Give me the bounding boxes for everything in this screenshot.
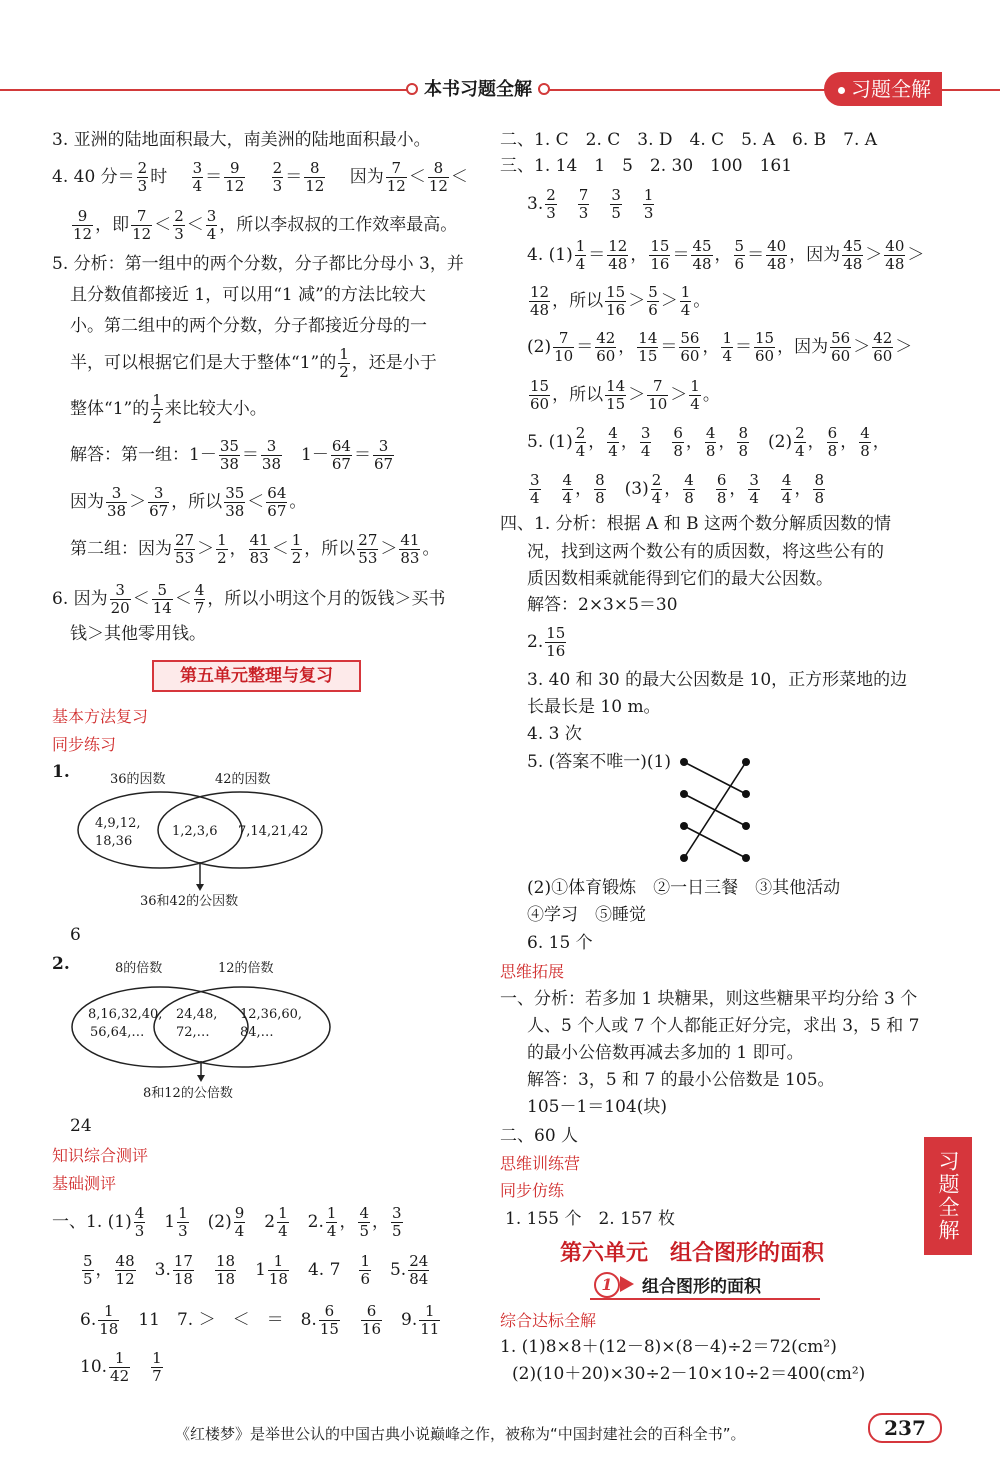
fraction: $\frac{45}{48}$ <box>843 237 863 273</box>
section-sync-imitation: 同步仿练 <box>500 1181 565 1200</box>
text: 整体“1”的 <box>70 399 150 419</box>
fraction: $\frac{3}{4}$ <box>192 159 203 195</box>
fraction: $\frac{40}{48}$ <box>767 237 787 273</box>
text: (2) <box>207 1212 232 1232</box>
text: ，因为 <box>777 337 829 357</box>
answer-iv-1-line4: 解答：2×3×5＝30 <box>527 595 678 615</box>
fraction: $\frac{4}{5}$ <box>359 1204 369 1240</box>
venn2-right-values-2: 84,… <box>240 1025 274 1040</box>
fraction: $\frac{35}{38}$ <box>225 484 245 520</box>
text: ，所以李叔叔的工作效率最高。 <box>219 215 458 235</box>
fraction: $\frac{7}{12}$ <box>132 207 152 243</box>
answer-4-line1: 4. 40 分＝ $\frac{2}{3}$ 时 $\frac{3}{4}$ ＝ $\frac{9}{12}$ $\frac{2}{3}$ ＝ $\frac{8}{12}$ 因为 $\frac{7}{12}$ ＜ $\frac{8}{12}$ ＜ <box>52 159 468 195</box>
fraction: $\frac{3}{5}$ <box>391 1204 402 1240</box>
fraction: $\frac{2}{4}$ <box>795 424 805 460</box>
answer-5-solution3: 第二组：因为 $\frac{27}{53}$ ＞ $\frac{1}{2}$ ， $\frac{41}{83}$ ＜ $\frac{1}{2}$ ，所以 $\frac{27}{53}$ ＞ $\frac{41}{83}$ 。 <box>70 531 440 567</box>
fraction: $\frac{4}{8}$ <box>684 471 694 507</box>
fraction: $\frac{15}{16}$ <box>606 283 626 319</box>
fraction: $\frac{1}{2}$ <box>339 345 349 381</box>
test-line4 <box>80 1350 165 1385</box>
fraction: $\frac{1}{7}$ <box>152 1349 162 1385</box>
match-line <box>684 762 746 794</box>
fraction: $\frac{3}{4}$ <box>530 471 540 507</box>
fraction: $\frac{1}{4}$ <box>690 377 700 413</box>
venn1-common-values: 1,2,3,6 <box>172 824 218 839</box>
text: (2) <box>527 337 552 357</box>
answer-iv-6: 6. 15 个 <box>527 933 593 953</box>
text: ，所以小明这个月的饭钱＞买书 <box>207 589 446 609</box>
answer-5-solution1: 解答：第一组：1－ $\frac{35}{38}$ ＝ $\frac{3}{38}$ 1－ $\frac{64}{67}$ ＝ $\frac{3}{67}$ <box>70 437 394 473</box>
text: 2. <box>527 632 544 652</box>
text: 4. 7 <box>307 1260 341 1280</box>
area-answer-1: 1. (1)8×8＋(12－8)×(8－4)÷2＝72(cm²) <box>500 1337 837 1357</box>
fraction: $\frac{1}{11}$ <box>420 1302 440 1338</box>
answer-iii-4-line1: 4. (1) $\frac{1}{4}$ ＝ $\frac{12}{48}$ ， $\frac{15}{16}$ ＝ $\frac{45}{48}$ ， $\frac{5}{6}$ ＝ $\frac{40}{48}$ ，因为 $\frac{45}{48}$ ＞ $\frac{40}{48}$ ＞ <box>527 237 925 273</box>
text: 10. <box>80 1357 108 1377</box>
fraction: $\frac{6}{15}$ <box>319 1302 339 1338</box>
extension-line5: 105－1＝104(块) <box>527 1097 667 1117</box>
fraction: $\frac{8}{12}$ <box>428 159 448 195</box>
test-line2: $\frac{5}{5}$ ， $\frac{48}{12}$ 3. $\frac{17}{18}$ $\frac{18}{18}$ 1 $\frac{1}{18}$ 4. 7 $\frac{1}{6}$ 5. $\frac{24}{84}$ <box>83 1252 429 1288</box>
venn1-caption: 36和42的公因数 <box>140 894 239 909</box>
text: 5. (1) <box>527 432 573 452</box>
text: ，因为 <box>789 245 841 265</box>
venn1-number: 1. <box>52 762 70 782</box>
text: 半，可以根据它们是大于整体“1”的 <box>70 353 337 373</box>
fraction: $\frac{1}{6}$ <box>360 1252 370 1288</box>
area-answer-2: (2)(10＋20)×30÷2－10×10÷2＝400(cm²) <box>512 1364 866 1384</box>
answer-iv-1-line2: 况，找到这两个数公有的质因数，将这些公有的 <box>527 542 884 562</box>
text: 6. 因为 <box>52 589 108 609</box>
fraction: $\frac{17}{18}$ <box>173 1252 193 1288</box>
fraction: $\frac{27}{53}$ <box>358 531 378 567</box>
fraction: $\frac{1}{4}$ <box>326 1204 337 1240</box>
venn2-answer: 24 <box>70 1116 92 1136</box>
header-tag <box>824 72 942 106</box>
venn2-common-values-1: 24,48, <box>176 1007 218 1022</box>
text: 6. <box>80 1310 97 1330</box>
match-line <box>684 762 746 858</box>
text: 7. ＞ ＜ ＝ <box>176 1310 284 1330</box>
fraction: $\frac{24}{84}$ <box>409 1252 429 1288</box>
text: ，所以 <box>552 385 604 405</box>
fraction: $\frac{35}{38}$ <box>219 437 239 473</box>
lesson-banner <box>590 1272 820 1300</box>
fraction: $\frac{4}{4}$ <box>781 471 792 507</box>
fraction: $\frac{3}{20}$ <box>110 581 130 617</box>
venn1-left-values-2: 18,36 <box>95 834 133 849</box>
match-line <box>684 826 746 858</box>
text: 8. <box>300 1310 317 1330</box>
fraction: $\frac{1}{4}$ <box>278 1204 288 1240</box>
text: 一、1. (1) <box>52 1212 132 1232</box>
text: 因为 <box>349 167 384 187</box>
fraction: $\frac{12}{48}$ <box>608 237 628 273</box>
answer-iii-4-line2: $\frac{12}{48}$ ，所以 $\frac{15}{16}$ ＞ $\frac{5}{6}$ ＞ $\frac{1}{4}$ 。 <box>530 283 711 319</box>
fraction: $\frac{6}{8}$ <box>827 424 838 460</box>
fraction: $\frac{1}{18}$ <box>268 1252 288 1288</box>
extension-line4: 解答：3，5 和 7 的最小公倍数是 105。 <box>527 1070 835 1090</box>
fraction: $\frac{1}{2}$ <box>217 531 227 567</box>
fraction: $\frac{4}{4}$ <box>562 471 573 507</box>
fraction: $\frac{41}{83}$ <box>400 531 420 567</box>
fraction: $\frac{6}{8}$ <box>716 471 727 507</box>
fraction: $\frac{9}{12}$ <box>73 207 93 243</box>
lesson-title: 组合图形的面积 <box>642 1277 761 1297</box>
header-tag-label: 习题全解 <box>851 77 931 101</box>
venn1-left-title: 36的因数 <box>110 772 166 787</box>
fraction: $\frac{14}{15}$ <box>638 329 658 365</box>
fraction: $\frac{3}{4}$ <box>749 471 759 507</box>
extension-ii: 二、60 人 <box>500 1126 579 1146</box>
answer-5-line5 <box>70 392 267 427</box>
fraction: $\frac{9}{12}$ <box>225 159 245 195</box>
camp-answers: 1. 155 个 2. 157 枚 <box>505 1209 675 1229</box>
text: 解答：第一组：1－ <box>70 445 217 465</box>
fraction: $\frac{27}{53}$ <box>175 531 195 567</box>
section-thinking-camp: 思维训练营 <box>500 1154 581 1173</box>
text: 1 <box>164 1212 176 1232</box>
answer-6-line1: 6. 因为 $\frac{3}{20}$ ＜ $\frac{5}{14}$ ＜ $\frac{4}{7}$ ，所以小明这个月的饭钱＞买书 <box>52 581 446 617</box>
venn2-caption: 8和12的公倍数 <box>143 1086 233 1101</box>
venn1-right-title: 42的因数 <box>215 772 271 787</box>
text: (3) <box>624 479 649 499</box>
answer-5-line2: 且分数值都接近 1，可以用“1 减”的方法比较大 <box>70 285 426 305</box>
fraction: $\frac{15}{16}$ <box>650 237 670 273</box>
fraction: $\frac{15}{16}$ <box>546 624 566 660</box>
text: 时 <box>150 167 168 187</box>
fraction: $\frac{7}{3}$ <box>578 186 589 222</box>
fraction: $\frac{40}{48}$ <box>885 237 905 273</box>
fraction: $\frac{45}{48}$ <box>692 237 712 273</box>
page-number: 237 <box>868 1413 942 1443</box>
answer-iv-3-line1: 3. 40 和 30 的最大公因数是 10，正方形菜地的边 <box>527 670 908 690</box>
answer-iii-4-line3: (2) $\frac{7}{10}$ ＝ $\frac{42}{60}$ ， $\frac{14}{15}$ ＝ $\frac{56}{60}$ ， $\frac{1}{4}$ ＝ $\frac{15}{60}$ ，因为 $\frac{56}{60}$ ＞ $\frac{42}{60}$ ＞ <box>527 329 913 365</box>
fraction: $\frac{4}{3}$ <box>134 1204 145 1240</box>
venn2-right-values-1: 12,36,60, <box>240 1007 303 1022</box>
fraction: $\frac{12}{48}$ <box>530 283 550 319</box>
answer-iv-1-line1: 四、1. 分析：根据 A 和 B 这两个数分解质因数的情 <box>500 514 892 534</box>
fraction: $\frac{5}{6}$ <box>734 237 745 273</box>
text: 3. <box>154 1260 171 1280</box>
fraction: $\frac{1}{18}$ <box>99 1302 119 1338</box>
text: ，所以 <box>171 492 223 512</box>
footer-note: 《红楼梦》是举世公认的中国古典小说巅峰之作，被称为“中国封建社会的百科全书”。 <box>175 1425 746 1443</box>
answer-5-solution2: 因为 $\frac{3}{38}$ ＞ $\frac{3}{67}$ ，所以 $\frac{35}{38}$ ＜ $\frac{64}{67}$ 。 <box>70 484 307 520</box>
fraction: $\frac{3}{67}$ <box>149 484 169 520</box>
text: 4. (1) <box>527 245 573 265</box>
text: 9. <box>401 1310 418 1330</box>
section-comprehensive-answers: 综合达标全解 <box>500 1311 597 1330</box>
header-title: 本书习题全解 <box>414 75 542 101</box>
answer-3: 3. 亚洲的陆地面积最大，南美洲的陆地面积最小。 <box>52 130 431 150</box>
fraction: $\frac{3}{5}$ <box>611 186 621 222</box>
text: 3. <box>527 194 544 214</box>
fraction: $\frac{1}{3}$ <box>643 186 654 222</box>
answer-iv-3-line2: 长最长是 10 m。 <box>527 697 661 717</box>
test-line1: 一、1. (1) $\frac{4}{3}$ 1 $\frac{1}{3}$ (2) $\frac{9}{4}$ 2 $\frac{1}{4}$ 2. $\frac{1}{4}$ ， $\frac{4}{5}$ ， $\frac{3}{5}$ <box>52 1204 402 1240</box>
lesson-number: 1 <box>594 1272 620 1298</box>
section-basic-review: 基本方法复习 <box>52 707 149 726</box>
venn2-right-title: 12的倍数 <box>218 961 274 976</box>
fraction: $\frac{56}{60}$ <box>680 329 700 365</box>
answer-6-line2: 钱＞其他零用钱。 <box>70 624 206 644</box>
fraction: $\frac{3}{4}$ <box>640 424 651 460</box>
fraction: $\frac{1}{42}$ <box>110 1349 130 1385</box>
section-basic-test: 基础测评 <box>52 1174 117 1193</box>
text: ，所以 <box>304 539 356 559</box>
text: ，还是小于 <box>351 353 437 373</box>
answer-iv-2 <box>527 625 568 660</box>
fraction: $\frac{2}{3}$ <box>546 186 556 222</box>
fraction: $\frac{7}{12}$ <box>386 159 406 195</box>
fraction: $\frac{1}{4}$ <box>680 283 691 319</box>
text: 1 <box>255 1260 266 1280</box>
venn2-left-values-1: 8,16,32,40, <box>88 1007 163 1022</box>
fraction: $\frac{1}{2}$ <box>291 531 302 567</box>
unit5-banner: 第五单元整理与复习 <box>152 660 361 692</box>
fraction: $\frac{1}{2}$ <box>152 391 162 427</box>
text: ，即 <box>95 215 130 235</box>
fraction: $\frac{64}{67}$ <box>331 437 351 473</box>
text: 2. <box>307 1212 324 1232</box>
section-sync-practice: 同步练习 <box>52 735 117 754</box>
matching-diagram <box>670 748 770 868</box>
text: 2 <box>264 1212 276 1232</box>
fraction: $\frac{6}{16}$ <box>361 1302 382 1338</box>
venn2-left-values-2: 56,64,… <box>90 1025 145 1040</box>
answer-5-line3: 小。第二组中的两个分数，分子都接近分母的一 <box>70 316 427 336</box>
fraction: $\frac{8}{8}$ <box>595 471 605 507</box>
fraction: $\frac{1}{4}$ <box>575 237 586 273</box>
answer-iv-5-2-line2: ④学习 ⑤睡觉 <box>527 905 646 925</box>
fraction: $\frac{2}{3}$ <box>137 159 148 195</box>
fraction: $\frac{42}{60}$ <box>596 329 616 365</box>
fraction: $\frac{5}{14}$ <box>152 581 172 617</box>
fraction: $\frac{2}{3}$ <box>272 159 283 195</box>
fraction: $\frac{3}{38}$ <box>261 437 282 473</box>
text: 第二组：因为 <box>70 539 172 559</box>
answer-4-intro: 4. 40 分＝ <box>52 167 135 187</box>
text: 来比较大小。 <box>164 399 267 419</box>
side-tab: 习题全解 <box>924 1137 972 1255</box>
fraction: $\frac{18}{18}$ <box>215 1252 236 1288</box>
answer-iv-1-line3: 质因数相乘就能得到它们的最大公因数。 <box>527 569 833 589</box>
text: 11 <box>138 1310 160 1330</box>
answer-iii-5-line2: $\frac{3}{4}$ $\frac{4}{4}$ ， $\frac{8}{8}$ (3) $\frac{2}{4}$ ， $\frac{4}{8}$ $\frac{6}{8}$ ， $\frac{3}{4}$ $\frac{4}{4}$ ， $\frac{8}{8}$ <box>530 471 825 507</box>
dot-icon <box>838 87 845 94</box>
fraction: $\frac{15}{60}$ <box>530 377 550 413</box>
fraction: $\frac{42}{60}$ <box>873 329 893 365</box>
fraction: $\frac{4}{4}$ <box>608 424 618 460</box>
fraction: $\frac{8}{8}$ <box>814 471 825 507</box>
fraction: $\frac{41}{83}$ <box>249 531 269 567</box>
fraction: $\frac{7}{10}$ <box>554 329 574 365</box>
fraction: $\frac{8}{12}$ <box>305 159 325 195</box>
fraction: $\frac{48}{12}$ <box>115 1252 135 1288</box>
venn1-right-values: 7,14,21,42 <box>238 824 309 839</box>
fraction: $\frac{8}{8}$ <box>738 424 748 460</box>
fraction: $\frac{3}{67}$ <box>373 437 394 473</box>
section-comprehensive-test: 知识综合测评 <box>52 1146 149 1165</box>
extension-line2: 人、5 个人或 7 个人都能正好分完，求出 3，5 和 7 <box>527 1016 920 1036</box>
fraction: $\frac{5}{5}$ <box>83 1252 93 1288</box>
fraction: $\frac{64}{67}$ <box>267 484 287 520</box>
venn2-number: 2. <box>52 954 70 974</box>
extension-line1: 一、分析：若多加 1 块糖果，则这些糖果平均分给 3 个 <box>500 989 918 1009</box>
text: 5. <box>389 1260 407 1280</box>
text: (2) <box>768 432 793 452</box>
answer-iv-4: 4. 3 次 <box>527 724 582 744</box>
answer-iii-4-line4: $\frac{15}{60}$ ，所以 $\frac{14}{15}$ ＞ $\frac{7}{10}$ ＞ $\frac{1}{4}$ 。 <box>530 377 720 413</box>
arrow-down-icon <box>197 1075 205 1082</box>
fraction: $\frac{7}{10}$ <box>648 377 668 413</box>
venn2-common-values-2: 72,… <box>176 1025 210 1040</box>
extension-line3: 的最小公倍数再减去多加的 1 即可。 <box>527 1043 804 1063</box>
fraction: $\frac{4}{8}$ <box>705 424 716 460</box>
fraction: $\frac{5}{6}$ <box>648 283 658 319</box>
fraction: $\frac{1}{3}$ <box>178 1204 188 1240</box>
venn1-left-values-1: 4,9,12, <box>95 816 141 831</box>
arrow-right-icon <box>620 1276 634 1292</box>
text: ，所以 <box>552 291 604 311</box>
section-thinking-extension: 思维拓展 <box>500 962 565 981</box>
fraction: $\frac{6}{8}$ <box>673 424 683 460</box>
venn2-left-title: 8的倍数 <box>115 961 163 976</box>
venn1-answer: 6 <box>70 925 81 945</box>
answer-5-line4 <box>70 346 437 381</box>
fraction: $\frac{4}{7}$ <box>194 581 205 617</box>
test-line3 <box>80 1303 442 1338</box>
fraction: $\frac{14}{15}$ <box>606 377 626 413</box>
answer-iii-1: 三、1. 14 1 5 2. 30 100 161 <box>500 156 793 176</box>
fraction: $\frac{1}{4}$ <box>722 329 733 365</box>
answer-iii-3 <box>527 187 656 222</box>
fraction: $\frac{4}{8}$ <box>860 424 870 460</box>
fraction: $\frac{3}{38}$ <box>107 484 127 520</box>
fraction: $\frac{2}{3}$ <box>174 207 184 243</box>
fraction: $\frac{56}{60}$ <box>831 329 851 365</box>
unit6-title: 第六单元 组合图形的面积 <box>560 1241 825 1266</box>
fraction: $\frac{2}{4}$ <box>651 471 662 507</box>
fraction: $\frac{15}{60}$ <box>755 329 775 365</box>
answer-5-line1: 5. 分析：第一组中的两个分数，分子都比分母小 3，并 <box>52 254 464 274</box>
answer-4-line2: $\frac{9}{12}$ ，即 $\frac{7}{12}$ ＜ $\frac{2}{3}$ ＜ $\frac{3}{4}$ ，所以李叔叔的工作效率最高。 <box>73 207 458 243</box>
answer-iii-5-line1: 5. (1) $\frac{2}{4}$ ， $\frac{4}{4}$ ， $\frac{3}{4}$ $\frac{6}{8}$ ， $\frac{4}{8}$ ， $\frac{8}{8}$ (2) $\frac{2}{4}$ ， $\frac{6}{8}$ ， $\frac{4}{8}$ ， <box>527 424 890 460</box>
answer-iv-5: 5. (答案不唯一)(1) <box>527 752 671 772</box>
answer-ii: 二、1. C 2. C 3. D 4. C 5. A 6. B 7. A <box>500 130 878 150</box>
fraction: $\frac{3}{4}$ <box>206 207 217 243</box>
answer-iv-5-2-line1: (2)①体育锻炼 ②一日三餐 ③其他活动 <box>527 878 841 898</box>
text: 因为 <box>70 492 104 512</box>
fraction: $\frac{9}{4}$ <box>234 1204 245 1240</box>
fraction: $\frac{2}{4}$ <box>575 424 586 460</box>
